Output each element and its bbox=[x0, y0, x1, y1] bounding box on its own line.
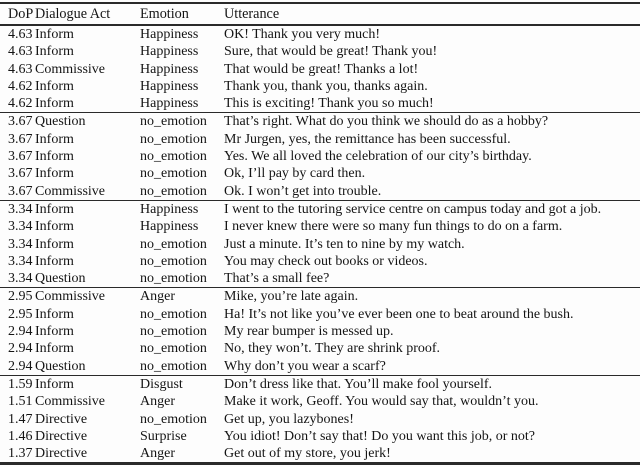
cell-emotion: no_emotion bbox=[140, 166, 207, 182]
row-group-4 bbox=[0, 375, 640, 463]
table-row bbox=[0, 445, 640, 464]
cell-dop: 4.62 bbox=[8, 96, 33, 112]
table-row bbox=[0, 375, 640, 393]
cell-emotion: no_emotion bbox=[140, 324, 207, 340]
cell-dop: 3.34 bbox=[8, 253, 33, 269]
cell-emotion: Anger bbox=[140, 394, 175, 410]
row-group-2 bbox=[0, 200, 640, 287]
cell-act: Inform bbox=[35, 306, 74, 322]
cell-act: Inform bbox=[35, 253, 74, 269]
table-row bbox=[0, 358, 640, 376]
cell-utterance: Get out of my store, you jerk! bbox=[224, 446, 391, 462]
cell-utterance: Don’t dress like that. You’ll make fool yourself. bbox=[224, 376, 493, 392]
row-group-3 bbox=[0, 288, 640, 375]
cell-emotion: Happiness bbox=[140, 201, 199, 217]
cell-dop: 3.34 bbox=[8, 236, 33, 252]
cell-emotion: Happiness bbox=[140, 61, 199, 77]
cell-utterance: Why don’t you wear a scarf? bbox=[224, 358, 386, 374]
cell-utterance: That’s right. What do you think we should do as a hobby? bbox=[224, 114, 549, 130]
cell-utterance: Sure, that would be great! Thank you! bbox=[224, 44, 438, 60]
row-group-0 bbox=[0, 25, 640, 113]
cell-utterance: That’s a small fee? bbox=[224, 271, 330, 287]
row-group-1 bbox=[0, 113, 640, 200]
dialogue-act-emotion-table bbox=[0, 2, 640, 465]
table-row bbox=[0, 113, 640, 131]
cell-dop: 1.59 bbox=[8, 376, 33, 392]
cell-emotion: Happiness bbox=[140, 27, 199, 42]
column-header-dop: DoP bbox=[0, 3, 35, 25]
table-row bbox=[0, 323, 640, 340]
cell-emotion: Anger bbox=[140, 446, 175, 462]
cell-utterance: No, they won’t. They are shrink proof. bbox=[224, 341, 441, 357]
cell-act: Commissive bbox=[35, 183, 106, 199]
cell-act: Question bbox=[35, 271, 86, 287]
cell-act: Inform bbox=[35, 236, 74, 252]
cell-dop: 2.94 bbox=[8, 324, 33, 340]
table-row bbox=[0, 340, 640, 357]
cell-dop: 4.62 bbox=[8, 78, 33, 94]
cell-emotion: no_emotion bbox=[140, 149, 207, 165]
cell-dop: 2.95 bbox=[8, 306, 33, 322]
table-row bbox=[0, 165, 640, 182]
cell-act: Question bbox=[35, 114, 86, 130]
cell-emotion: no_emotion bbox=[140, 131, 207, 147]
column-header-emotion: Emotion bbox=[140, 3, 224, 25]
cell-utterance: Ok. I won’t get into trouble. bbox=[224, 183, 382, 199]
table-row bbox=[0, 306, 640, 323]
cell-dop: 3.67 bbox=[8, 114, 33, 130]
table-header bbox=[0, 3, 640, 25]
cell-dop: 3.34 bbox=[8, 219, 33, 235]
table-row bbox=[0, 25, 640, 43]
cell-emotion: no_emotion bbox=[140, 253, 207, 269]
cell-act: Inform bbox=[35, 166, 74, 182]
cell-dop: 1.51 bbox=[8, 394, 33, 410]
cell-emotion: Anger bbox=[140, 289, 175, 305]
cell-emotion: no_emotion bbox=[140, 236, 207, 252]
cell-utterance: My rear bumper is messed up. bbox=[224, 324, 394, 340]
header-row bbox=[0, 3, 640, 25]
table-row bbox=[0, 393, 640, 410]
cell-act: Inform bbox=[35, 376, 74, 392]
cell-emotion: Happiness bbox=[140, 44, 199, 60]
cell-utterance: Yes. We all loved the celebration of our city’s birthday. bbox=[224, 149, 532, 165]
cell-dop: 3.67 bbox=[8, 183, 33, 199]
cell-utterance: Ok, I’ll pay by card then. bbox=[224, 166, 366, 182]
cell-act: Question bbox=[35, 358, 86, 374]
cell-utterance: Ha! It’s not like you’ve ever been one to beat around the bush. bbox=[224, 306, 574, 322]
cell-act: Commissive bbox=[35, 289, 106, 305]
cell-dop: 3.67 bbox=[8, 166, 33, 182]
cell-act: Inform bbox=[35, 341, 74, 357]
table-row bbox=[0, 43, 640, 60]
cell-utterance: You may check out books or videos. bbox=[224, 253, 428, 269]
cell-emotion: no_emotion bbox=[140, 341, 207, 357]
cell-utterance: You idiot! Don’t say that! Do you want this job, or not? bbox=[224, 428, 535, 444]
cell-emotion: no_emotion bbox=[140, 183, 207, 199]
cell-emotion: no_emotion bbox=[140, 114, 207, 130]
cell-utterance: Just a minute. It’s ten to nine by my watch. bbox=[224, 236, 465, 252]
cell-dop: 2.94 bbox=[8, 341, 33, 357]
table-row bbox=[0, 428, 640, 445]
cell-utterance: Thank you, thank you, thanks again. bbox=[224, 78, 428, 94]
table-row bbox=[0, 288, 640, 306]
cell-utterance: That would be great! Thanks a lot! bbox=[224, 61, 419, 77]
cell-emotion: Disgust bbox=[140, 376, 183, 392]
table-row bbox=[0, 270, 640, 288]
table-row bbox=[0, 253, 640, 270]
cell-utterance: Mr Jurgen, yes, the remittance has been successful. bbox=[224, 131, 511, 147]
cell-utterance: Mike, you’re late again. bbox=[224, 289, 359, 305]
cell-act: Inform bbox=[35, 96, 74, 112]
cell-utterance: I went to the tutoring service centre on campus today and got a job. bbox=[224, 201, 602, 217]
cell-act: Commissive bbox=[35, 394, 106, 410]
table-row bbox=[0, 183, 640, 201]
cell-act: Inform bbox=[35, 201, 74, 217]
column-header-utterance: Utterance bbox=[224, 3, 640, 25]
table-row bbox=[0, 411, 640, 428]
cell-emotion: Happiness bbox=[140, 96, 199, 112]
cell-act: Directive bbox=[35, 411, 88, 427]
cell-dop: 1.47 bbox=[8, 411, 33, 427]
cell-dop: 4.63 bbox=[8, 44, 33, 60]
cell-dop: 3.34 bbox=[8, 201, 33, 217]
cell-act: Directive bbox=[35, 446, 88, 462]
cell-utterance: Make it work, Geoff. You would say that, wouldn’t you. bbox=[224, 394, 539, 410]
cell-dop: 3.34 bbox=[8, 271, 33, 287]
cell-dop: 3.67 bbox=[8, 131, 33, 147]
cell-utterance: OK! Thank you very much! bbox=[224, 27, 381, 42]
cell-emotion: no_emotion bbox=[140, 358, 207, 374]
cell-act: Directive bbox=[35, 428, 88, 444]
cell-dop: 1.46 bbox=[8, 428, 33, 444]
cell-act: Inform bbox=[35, 131, 74, 147]
cell-emotion: Happiness bbox=[140, 219, 199, 235]
cell-dop: 2.94 bbox=[8, 358, 33, 374]
cell-emotion: Surprise bbox=[140, 428, 187, 444]
table-row bbox=[0, 218, 640, 235]
cell-act: Inform bbox=[35, 78, 74, 94]
cell-act: Inform bbox=[35, 149, 74, 165]
column-header-act: Dialogue Act bbox=[35, 3, 140, 25]
cell-dop: 2.95 bbox=[8, 289, 33, 305]
table-row bbox=[0, 61, 640, 78]
cell-act: Commissive bbox=[35, 61, 106, 77]
cell-act: Inform bbox=[35, 27, 74, 42]
table-row bbox=[0, 236, 640, 253]
cell-emotion: no_emotion bbox=[140, 411, 207, 427]
cell-utterance: Get up, you lazybones! bbox=[224, 411, 354, 427]
cell-utterance: I never knew there were so many fun things to do on a farm. bbox=[224, 219, 563, 235]
cell-emotion: Happiness bbox=[140, 78, 199, 94]
cell-act: Inform bbox=[35, 219, 74, 235]
cell-dop: 1.37 bbox=[8, 446, 33, 462]
cell-act: Inform bbox=[35, 324, 74, 340]
table-row bbox=[0, 131, 640, 148]
cell-dop: 3.67 bbox=[8, 149, 33, 165]
cell-utterance: This is exciting! Thank you so much! bbox=[224, 96, 434, 112]
cell-dop: 4.63 bbox=[8, 27, 33, 42]
cell-emotion: no_emotion bbox=[140, 271, 207, 287]
table-row bbox=[0, 148, 640, 165]
cell-dop: 4.63 bbox=[8, 61, 33, 77]
table-row bbox=[0, 200, 640, 218]
table-row bbox=[0, 78, 640, 95]
cell-act: Inform bbox=[35, 44, 74, 60]
table-row bbox=[0, 95, 640, 113]
cell-emotion: no_emotion bbox=[140, 306, 207, 322]
